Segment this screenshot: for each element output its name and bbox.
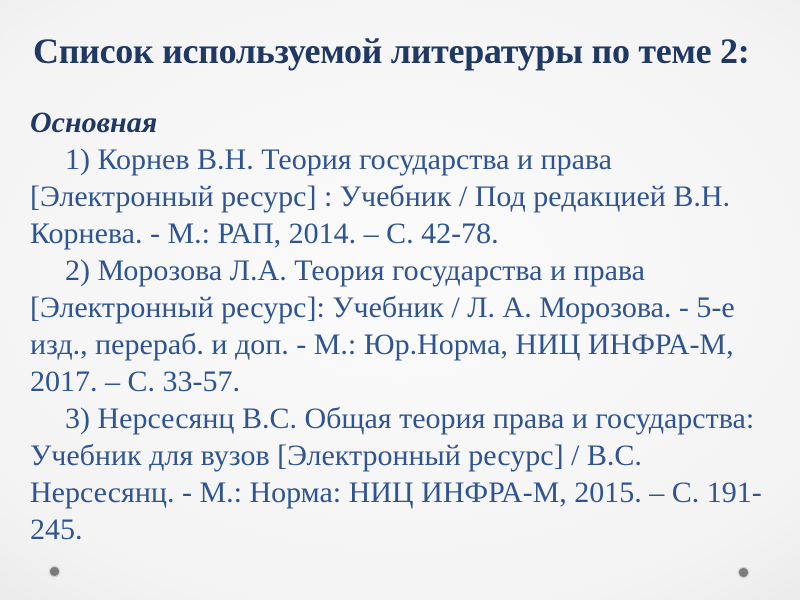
bottom-left-dot-decoration [50,567,59,576]
reference-item-3: 3) Нерсесянц В.С. Общая теория права и государства: Учебник для вузов [Электронный ресурс] / В.С. Нерсесянц. - М.: Норма: НИЦ ИНФРА-М, 2015. – С. 191-245. [30,402,762,546]
reference-item-2: 2) Морозова Л.А. Теория государства и права [Электронный ресурс]: Учебник / Л. А. Морозова. - 5-е изд., перераб. и доп. - М.: Юр.Норма, НИЦ ИНФРА-М, 2017. – С. 33-57. [30,254,735,398]
reference-item-1: 1) Корнев В.Н. Теория государства и права [Электронный ресурс] : Учебник / Под редакцией В.Н. Корнева. - М.: РАП, 2014. – С. 42-78. [30,143,731,250]
slide-title: Список используемой литературы по теме 2: [33,31,750,71]
bottom-right-dot-decoration [739,568,748,577]
literature-list [30,104,768,548]
section-heading-main: Основная [30,106,158,139]
